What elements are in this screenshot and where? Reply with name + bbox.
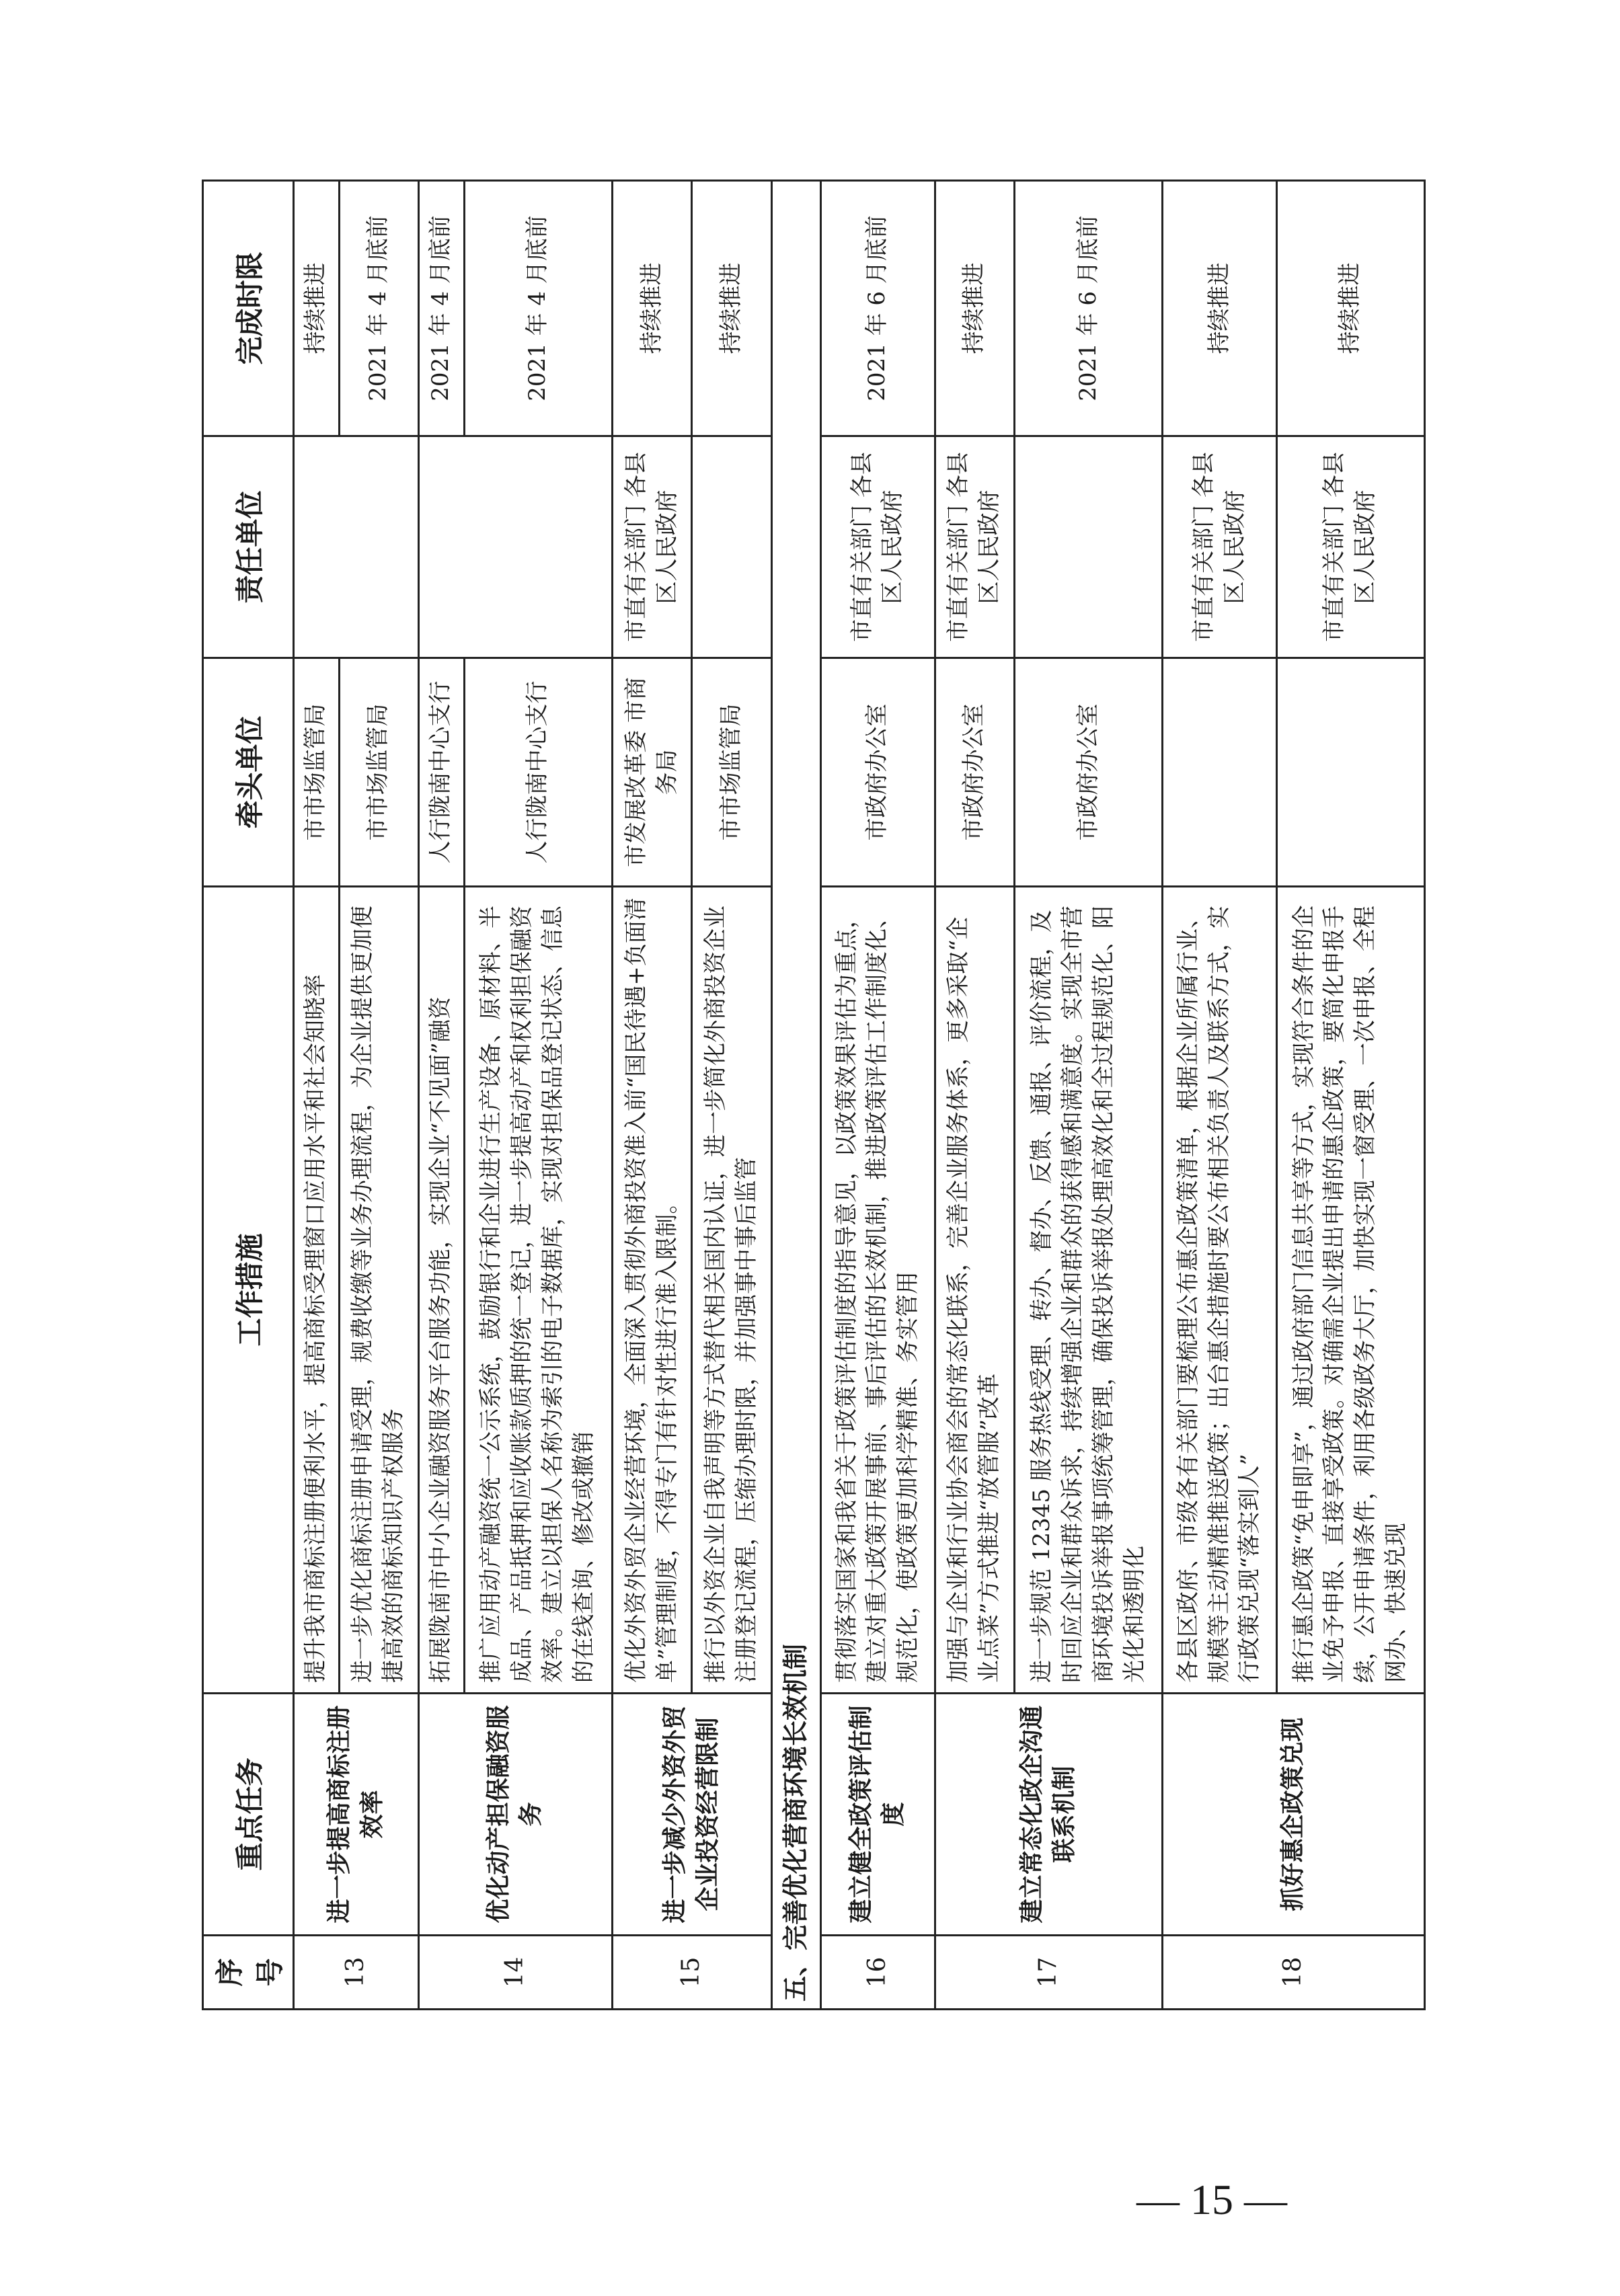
row-seq: 13 — [294, 1936, 419, 2010]
header-task: 重点任务 — [203, 1694, 294, 1936]
row-resp — [1015, 436, 1163, 658]
section-title: 五、完善优化营商环境长效机制 — [771, 181, 821, 2010]
row-resp: 市直有关部门 各县区人民政府 — [821, 436, 935, 658]
row-deadline: 2021 年 4 月底前 — [339, 181, 418, 436]
row-lead: 市发展改革委 市商务局 — [612, 658, 691, 887]
row-task: 建立常态化政企沟通联系机制 — [935, 1694, 1163, 1936]
header-resp: 责任单位 — [203, 436, 294, 658]
row-measure: 提升我市商标注册便利水平，提高商标受理窗口应用水平和社会知晓率 — [294, 887, 340, 1694]
table-header-row — [203, 181, 294, 2010]
row-deadline: 持续推进 — [692, 181, 771, 436]
row-deadline: 持续推进 — [612, 181, 691, 436]
row-task: 进一步提高商标注册效率 — [294, 1694, 419, 1936]
table-row — [294, 181, 340, 2010]
row-task: 进一步减少外资外贸企业投资经营限制 — [612, 1694, 771, 1936]
row-measure: 加强与企业和行业协会商会的常态化联系，完善企业服务体系，更多采取“企业点菜”方式推进“放管服”改革 — [935, 887, 1014, 1694]
row-lead: 市市场监管局 — [692, 658, 771, 887]
row-deadline: 持续推进 — [1276, 181, 1424, 436]
row-lead — [1276, 658, 1424, 887]
row-task: 优化动产担保融资服务 — [419, 1694, 613, 1936]
header-lead: 牵头单位 — [203, 658, 294, 887]
header-seq: 序号 — [203, 1936, 294, 2010]
row-lead — [1163, 658, 1276, 887]
table-row — [612, 181, 691, 2010]
row-resp — [419, 436, 613, 658]
row-lead: 市市场监管局 — [294, 658, 340, 887]
row-seq: 18 — [1163, 1936, 1425, 2010]
row-measure: 各县区政府、市级各有关部门要梳理公布惠企政策清单，根据企业所属行业、规模等主动精准推送政策；出台惠企措施时要公布相关负责人及联系方式，实行政策兑现“落实到人” — [1163, 887, 1276, 1694]
row-deadline: 2021 年 6 月底前 — [1015, 181, 1163, 436]
row-deadline: 持续推进 — [1163, 181, 1276, 436]
row-resp: 市直有关部门 各县区人民政府 — [1163, 436, 1276, 658]
section-row — [771, 181, 821, 2010]
row-measure: 推广应用动产融资统一公示系统，鼓励银行和企业进行生产设备、原材料、半成品、产品抵押和应收账款质押的统一登记，进一步提高动产和权利担保融资效率。建立以担保人名称为索引的电子数据库，实现对担保品登记状态、信息的在线查询、修改或撤销 — [464, 887, 612, 1694]
row-resp: 市直有关部门 各县区人民政府 — [1276, 436, 1424, 658]
row-lead: 人行陇南中心支行 — [419, 658, 465, 887]
row-resp — [294, 436, 419, 658]
row-resp — [692, 436, 771, 658]
header-measure: 工作措施 — [203, 887, 294, 1694]
row-measure: 推行惠企政策“免申即享”，通过政府部门信息共享等方式，实现符合条件的企业免予申报、直接享受政策。对确需企业提出申请的惠企政策，要简化申报手续，公开申请条件，利用各级政务大厅，加快实现一窗受理、一次申报、全程网办、快速兑现 — [1276, 887, 1424, 1694]
row-seq: 14 — [419, 1936, 613, 2010]
row-measure: 贯彻落实国家和我省关于政策评估制度的指导意见，以政策效果评估为重点，建立对重大政策开展事前、事后评估的长效机制，推进政策评估工作制度化、规范化，使政策更加科学精准、务实管用 — [821, 887, 935, 1694]
page-number: — 15 — — [1136, 2176, 1287, 2223]
row-measure: 进一步优化商标注册申请受理，规费收缴等业务办理流程，为企业提供更加便捷高效的商标知识产权服务 — [339, 887, 418, 1694]
row-lead: 市市场监管局 — [339, 658, 418, 887]
table-row — [419, 181, 465, 2010]
row-lead: 市政府办公室 — [821, 658, 935, 887]
row-lead: 市政府办公室 — [935, 658, 1014, 887]
row-deadline: 持续推进 — [294, 181, 340, 436]
row-deadline: 2021 年 6 月底前 — [821, 181, 935, 436]
rotated-table-container — [202, 182, 1426, 2010]
row-resp: 市直有关部门 各县区人民政府 — [612, 436, 691, 658]
row-seq: 15 — [612, 1936, 771, 2010]
table-row — [821, 181, 935, 2010]
row-measure: 优化外资外贸企业经营环境，全面深入贯彻外商投资准入前“国民待遇+负面清单”管理制度，不得专门有针对性进行准入限制。 — [612, 887, 691, 1694]
row-lead: 人行陇南中心支行 — [464, 658, 612, 887]
row-seq: 17 — [935, 1936, 1163, 2010]
row-deadline: 2021 年 4 月底前 — [419, 181, 465, 436]
row-task: 抓好惠企政策兑现 — [1163, 1694, 1425, 1936]
row-lead: 市政府办公室 — [1015, 658, 1163, 887]
row-resp: 市直有关部门 各县区人民政府 — [935, 436, 1014, 658]
row-seq: 16 — [821, 1936, 935, 2010]
row-deadline: 持续推进 — [935, 181, 1014, 436]
header-deadline: 完成时限 — [203, 181, 294, 436]
row-measure: 进一步规范 12345 服务热线受理、转办、督办、反馈、通报、评价流程，及时回应企业和群众诉求，持续增强企业和群众的获得感和满意度。实现全市营商环境投诉举报事项统筹管理，确保投诉举报处理高效化和全过程规范化、阳光化和透明化 — [1015, 887, 1163, 1694]
table-row — [935, 181, 1014, 2010]
row-deadline: 2021 年 4 月底前 — [464, 181, 612, 436]
task-table — [202, 180, 1426, 2010]
row-measure: 拓展陇南市中小企业融资服务平台服务功能，实现企业“不见面”融资 — [419, 887, 465, 1694]
row-measure: 推行以外资企业自我声明等方式替代相关国内认证，进一步简化外商投资企业注册登记流程，压缩办理时限，并加强事中事后监管 — [692, 887, 771, 1694]
table-row — [1163, 181, 1276, 2010]
row-task: 建立健全政策评估制度 — [821, 1694, 935, 1936]
